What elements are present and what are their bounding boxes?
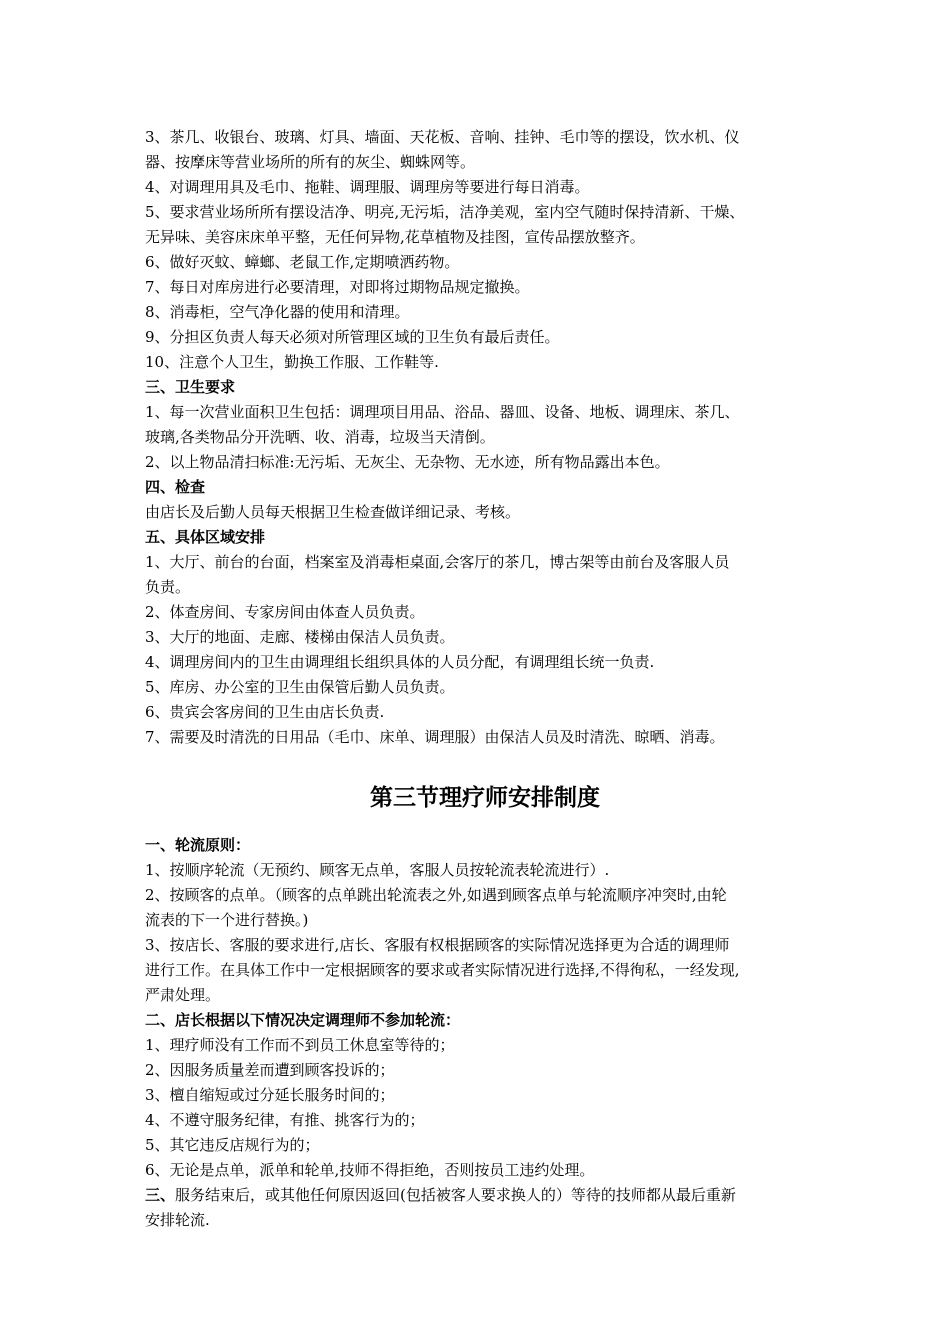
part-3-text: 服务结束后，或其他任何原因返回(包括被客人要求换人的）等待的技师都从最后重新	[175, 1186, 736, 1204]
text-line: 8、消毒柜，空气净化器的使用和清理。	[145, 303, 410, 321]
part-3-line-2: 安排轮流.	[145, 1211, 210, 1229]
text-line: 进行工作。在具体工作中一定根据顾客的要求或者实际情况进行选择,不得徇私，一经发现,	[145, 961, 740, 979]
text-line: 流表的下一个进行替换。)	[145, 911, 309, 929]
text-line: 9、分担区负责人每天必须对所管理区域的卫生负有最后责任。	[145, 328, 560, 346]
part-2-heading: 二、店长根据以下情况决定调理师不参加轮流：	[145, 1011, 461, 1029]
text-line: 4、对调理用具及毛巾、拖鞋、调理服、调理房等要进行每日消毒。	[145, 178, 590, 196]
part-2-list	[145, 1033, 825, 1183]
text-line: 5、其它违反店规行为的；	[145, 1136, 320, 1154]
part-3-lead: 三、	[145, 1186, 176, 1204]
text-line: 2、因服务质量差而遭到顾客投诉的；	[145, 1061, 395, 1079]
text-line: 器、按摩床等营业场所的所有的灰尘、蜘蛛网等。	[145, 153, 476, 171]
part-3-line	[145, 1183, 825, 1208]
text-line: 玻璃,各类物品分开洗晒、收、消毒，垃圾当天清倒。	[145, 428, 495, 446]
text-line: 3、茶几、收银台、玻璃、灯具、墙面、天花板、音响、挂钟、毛巾等的摆设，饮水机、仪	[145, 128, 740, 146]
text-line: 2、以上物品清扫标准:无污垢、无灰尘、无杂物、无水迹，所有物品露出本色。	[145, 453, 670, 471]
section-5-list	[145, 550, 825, 750]
text-line: 5、要求营业场所所有摆设洁净、明亮,无污垢，洁净美观，室内空气随时保持清新、干燥、	[145, 203, 745, 221]
text-line: 6、做好灭蚊、蟑螂、老鼠工作,定期喷洒药物。	[145, 253, 460, 271]
section-3-heading: 三、卫生要求	[145, 378, 236, 396]
text-line: 无异味、美容床床单平整，无任何异物,花草植物及挂图，宣传品摆放整齐。	[145, 228, 645, 246]
text-line: 6、贵宾会客房间的卫生由店长负责.	[145, 703, 385, 721]
text-line: 严肃处理。	[145, 986, 221, 1004]
text-line: 1、每一次营业面积卫生包括：调理项目用品、浴品、器皿、设备、地板、调理床、茶几、	[145, 403, 740, 421]
text-line: 6、无论是点单，派单和轮单,技师不得拒绝，否则按员工违约处理。	[145, 1161, 595, 1179]
text-line: 2、体查房间、专家房间由体查人员负责。	[145, 603, 425, 621]
text-line: 7、需要及时清洗的日用品（毛巾、床单、调理服）由保洁人员及时清洗、晾晒、消毒。	[145, 728, 725, 746]
text-line: 3、檀自缩短或过分延长服务时间的；	[145, 1086, 395, 1104]
part-1-heading: 一、轮流原则：	[145, 836, 251, 854]
document-page	[145, 125, 825, 1233]
section-4-heading: 四、检查	[145, 478, 206, 496]
text-line: 2、按顾客的点单。（顾客的点单跳出轮流表之外,如遇到顾客点单与轮流顺序冲突时,由轮	[145, 886, 727, 904]
text-line: 3、按店长、客服的要求进行,店长、客服有权根据顾客的实际情况选择更为合适的调理师	[145, 936, 730, 954]
section-5-heading: 五、具体区域安排	[145, 528, 266, 546]
text-line: 1、大厅、前台的台面，档案室及消毒柜桌面,会客厅的茶几，博古架等由前台及客服人员	[145, 553, 730, 571]
section-2-list	[145, 125, 825, 375]
text-line: 5、库房、办公室的卫生由保管后勤人员负责。	[145, 678, 455, 696]
chapter-title: 第三节理疗师安排制度	[370, 784, 600, 811]
text-line: 10、注意个人卫生，勤换工作服、工作鞋等.	[145, 353, 439, 371]
section-4-list	[145, 500, 825, 525]
part-1-list	[145, 858, 825, 1008]
text-line: 4、不遵守服务纪律，有推、挑客行为的；	[145, 1111, 425, 1129]
text-line: 7、每日对库房进行必要清理，对即将过期物品规定撤换。	[145, 278, 530, 296]
text-line: 4、调理房间内的卫生由调理组长组织具体的人员分配，有调理组长统一负责.	[145, 653, 655, 671]
text-line: 负责。	[145, 578, 191, 596]
section-3-list	[145, 400, 825, 475]
text-line: 1、理疗师没有工作而不到员工休息室等待的；	[145, 1036, 455, 1054]
text-line: 1、按顺序轮流（无预约、顾客无点单，客服人员按轮流表轮流进行）.	[145, 861, 610, 879]
text-line: 由店长及后勤人员每天根据卫生检查做详细记录、考核。	[145, 503, 521, 521]
text-line: 3、大厅的地面、走廊、楼梯由保洁人员负责。	[145, 628, 455, 646]
